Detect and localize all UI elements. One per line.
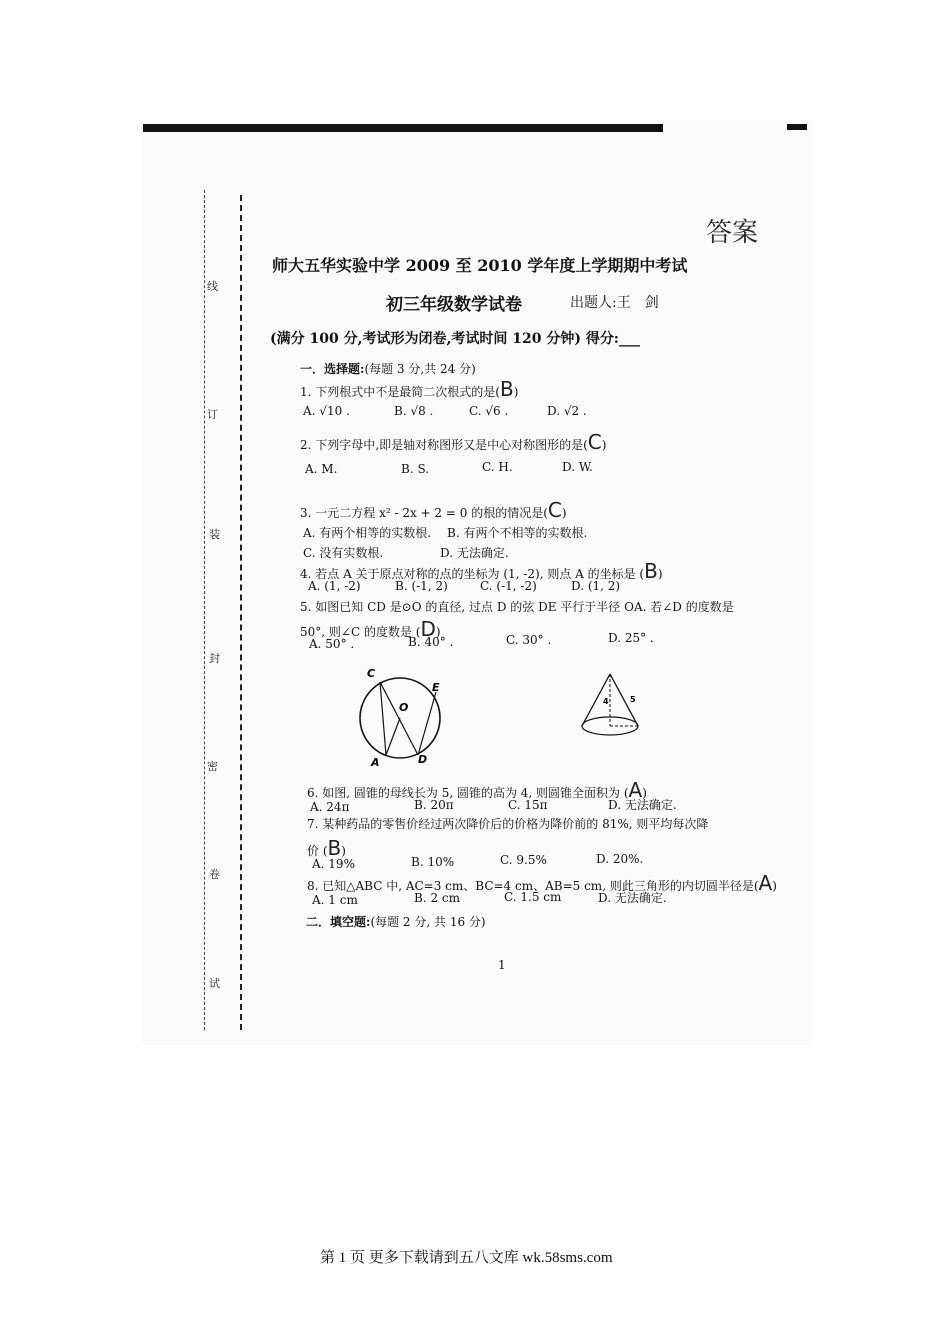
q6-stem: 6. 如图, 圆锥的母线长为 5, 圆锥的高为 4, 则圆锥全面积为 (	[307, 786, 629, 800]
q2-option-a: A. M.	[305, 462, 338, 476]
question-2	[300, 430, 606, 454]
q2-option-d: D. W.	[562, 460, 593, 474]
exam-subject: 初三年级数学试卷	[386, 295, 522, 315]
margin-label-3: 装	[209, 528, 220, 541]
section2-title: 二．填空题:	[306, 915, 371, 929]
exam-author: 出题人:王 剑	[570, 295, 659, 311]
question-7: 7. 某种药品的零售价经过两次降价后的价格为降价前的 81%, 则平均每次降	[307, 817, 709, 831]
q8-option-b: B. 2 cm	[414, 891, 460, 905]
school-title: 师大五华实验中学 2009 至 2010 学年度上学期期中考试	[272, 256, 688, 275]
q1-option-a: A. √10 .	[303, 404, 350, 418]
label-a: A	[371, 756, 380, 769]
q3-option-c: C. 没有实数根.	[303, 546, 384, 560]
q2-stem: 2. 下列字母中,即是轴对称图形又是中心对称图形的是(	[300, 438, 588, 452]
q4-option-b: B. (-1, 2)	[395, 579, 448, 593]
q2-answer: C	[587, 430, 602, 454]
scan-edge-bar	[143, 124, 663, 132]
q8-answer: A	[758, 871, 773, 895]
q8-stem: 8. 已知△ABC 中, AC=3 cm、BC=4 cm、AB=5 cm, 则此三角形的内切圆半径是(	[307, 879, 759, 893]
question-3	[300, 498, 567, 522]
q1-option-d: D. √2 .	[547, 404, 587, 418]
q5-option-a: A. 50° .	[309, 637, 355, 651]
margin-label-7: 试	[209, 977, 220, 990]
section2-note: (每题 2 分, 共 16 分)	[370, 915, 486, 929]
label-d: D	[418, 753, 428, 766]
q1-option-b: B. √8 .	[394, 404, 434, 418]
q6-option-a: A. 24π	[310, 800, 350, 814]
footer-text: 第 1 页 更多下载请到五八文库 wk.58sms.com	[320, 1250, 613, 1266]
label-o: O	[399, 701, 409, 714]
q4-option-a: A. (1, -2)	[308, 579, 361, 593]
margin-label-4: 封	[209, 652, 220, 665]
q4-option-d: D. (1, 2)	[571, 579, 621, 593]
q4-stem: 4. 若点 A 关于原点对称的点的坐标为 (1, -2), 则点 A 的坐标是 (	[300, 567, 645, 581]
q7-option-a: A. 19%	[312, 857, 355, 871]
q7-option-c: C. 9.5%	[500, 853, 547, 867]
q3-close: )	[561, 506, 567, 520]
q2-option-b: B. S.	[401, 462, 430, 476]
question-6	[307, 778, 647, 802]
q3-option-b: B. 有两个不相等的实数根.	[447, 526, 588, 540]
q1-stem: 1. 下列根式中不是最简二次根式的是(	[300, 385, 500, 399]
q3-answer: C	[547, 498, 562, 522]
q2-close: )	[601, 438, 607, 452]
q5-option-d: D. 25° .	[608, 631, 654, 645]
answer-handwriting: 答案	[706, 218, 759, 248]
q5-option-c: C. 30° .	[506, 633, 552, 647]
question-1	[300, 377, 518, 401]
section2-heading	[306, 913, 486, 930]
binding-line-inner	[240, 195, 242, 1030]
section1-title: 一．选择题:	[300, 362, 365, 376]
q7-stem2: 价 (	[307, 844, 328, 858]
q7-option-b: B. 10%	[411, 855, 455, 869]
q1-close: )	[513, 385, 519, 399]
q3-option-a: A. 有两个相等的实数根.	[303, 526, 432, 540]
page-number: 1	[498, 958, 506, 972]
cone-label-height: 4	[603, 697, 609, 706]
circle-figure	[350, 665, 450, 775]
q7-answer: B	[327, 836, 342, 860]
q6-option-c: C. 15π	[508, 798, 548, 812]
margin-label-6: 卷	[209, 868, 220, 881]
q6-option-b: B. 20π	[414, 798, 454, 812]
q5-close: )	[435, 625, 441, 639]
margin-label-1: 线	[207, 280, 218, 293]
q4-close: )	[657, 567, 663, 581]
q3-stem: 3. 一元二方程 x² - 2x + 2 = 0 的根的情况是(	[300, 506, 548, 520]
q4-answer: B	[644, 559, 658, 583]
cone-figure	[572, 668, 662, 748]
label-c: C	[367, 667, 376, 680]
q6-option-d: D. 无法确定.	[608, 798, 677, 812]
q5-option-b: B. 40° .	[408, 635, 454, 649]
label-e: E	[432, 681, 440, 694]
q5-answer: D	[420, 617, 436, 641]
chord-de	[418, 692, 436, 755]
radius-oa	[386, 718, 400, 755]
q8-option-a: A. 1 cm	[312, 893, 358, 907]
q8-close: )	[772, 879, 777, 893]
q1-answer: B	[499, 377, 514, 401]
q7-option-d: D. 20%.	[596, 852, 644, 866]
q8-option-d: D. 无法确定.	[598, 891, 667, 905]
scan-edge-mark	[787, 124, 807, 130]
question-5: 5. 如图已知 CD 是⊙O 的直径, 过点 D 的弦 DE 平行于半径 OA. 若∠D 的度数是	[300, 600, 734, 614]
section1-note: (每题 3 分,共 24 分)	[364, 362, 476, 376]
q8-option-c: C. 1.5 cm	[504, 890, 562, 904]
q1-option-c: C. √6 .	[469, 404, 509, 418]
q3-option-d: D. 无法确定.	[440, 546, 509, 560]
q6-close: )	[642, 786, 647, 800]
q6-answer: A	[628, 778, 643, 802]
binding-line-outer	[204, 190, 205, 1030]
q4-option-c: C. (-1, -2)	[480, 579, 537, 593]
section1-heading	[300, 360, 476, 377]
margin-label-2: 订	[207, 408, 218, 421]
q2-option-c: C. H.	[482, 460, 513, 474]
q5-stem2: 50°, 则∠C 的度数是 (	[300, 625, 421, 639]
margin-label-5: 密	[207, 760, 218, 773]
q7-close: )	[341, 844, 346, 858]
cone-label-slant: 5	[630, 695, 636, 704]
exam-info: (满分 100 分,考试形为闭卷,考试时间 120 分钟) 得分:___	[270, 331, 640, 347]
